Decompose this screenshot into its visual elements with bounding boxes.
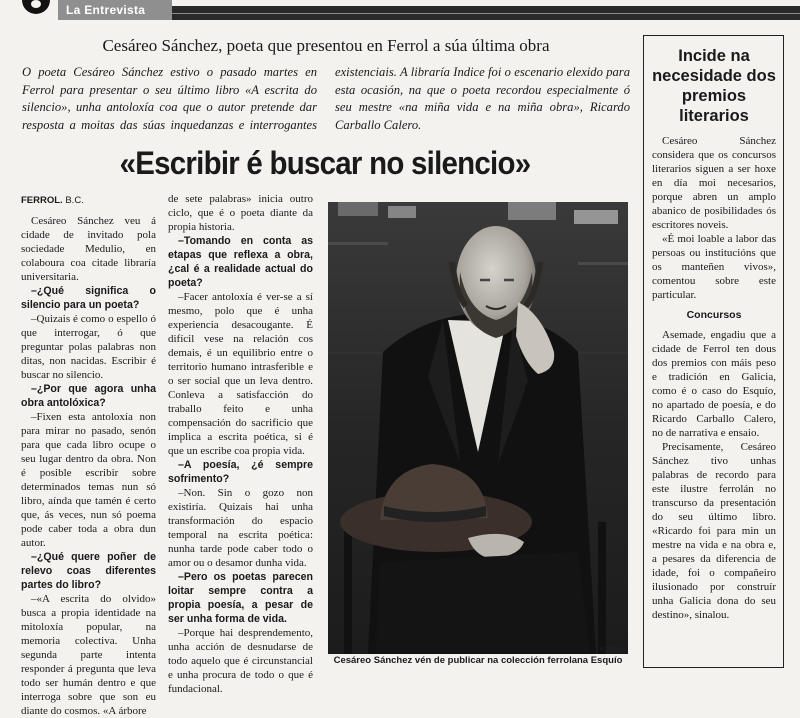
question: –Pero os poetas parecen loitar sempre contra a propia poesía, a pesar de ser unha forma de vida. [168,571,313,625]
sidebar-paragraph: Asemade, engadiu que a cidade de Ferrol ten dous dos premios con máis peso e tradición en Galicia, como é o caso do Esquío, no apartado de poesía, e do Ricardo Carballo Calero, no de narrativa e ensaio. [652,329,776,439]
section-header [0,0,800,20]
section-label: La Entrevista [58,0,172,20]
kicker [20,36,632,56]
kicker-text: poeta que presentou en Ferrol a súa última obra [222,36,550,55]
question: –¿Qué significa o silencio para un poeta? [21,285,156,311]
sidebar-paragraph: «É moi loable a labor das persoas ou institucións que os manteñen vivos», comentou sobre este particular. [652,233,776,301]
portrait-photo [328,202,628,654]
sidebar-paragraph: Cesáreo Sánchez considera que os concursos literarios siguen a ser hoxe en día moi necesarios, porque abren un amplo abanico de posibilidades ós escritores noveis. [652,135,776,231]
byline [21,194,156,208]
answer: –Quizais é como o espello ó que interrogar, ó que preguntar polas palabras non ditas, non nacidas. Escribir é buscar no silencio. [21,313,156,381]
headline: «Escribir é buscar no silencio» [119,145,531,181]
answer: –Non. Sin o gozo non existiría. Quizais hai unha transformación do espacio temporal na escrita poética: nunha tarde pode caber todo o amor ou o desamor dunha vida. [168,487,313,569]
intro-paragraph: Cesáreo Sánchez veu á cidade de invitado pola sociedade Medulio, en colaboura coa citade libraría universitaria. [21,215,156,283]
question: –A poesía, ¿é sempre sofrimento? [168,459,313,485]
answer: –Facer antoloxía é ver-se a sí mesmo, polo que é unha experiencia desacougante. É difícil vese na relación cos demais, é un equilibrio entre o territorio humano intrasferible e o ser social que un leva dentro. Conleva a satisfacción do traballo feito e unha compensación do sacrificio que implica a escrita poética, si é que un escribe coa propia vida. [168,291,313,457]
body-column-2 [168,192,313,696]
question: –¿Qué quere poñer de relevo coas diferentes partes do libro? [21,551,156,591]
sidebar-title: Incide na necesidade dos premios literarios [652,47,776,125]
answer: –Fixen esta antoloxía non para mirar no pasado, senón para que cada libro ocupe o seu lugar dentro da obra. Non é posible escribir sobre determinados temas nun só libro, aínda que tamén é certo que, ás veces, nun só poema pode caber toda a obra dun autor. [21,411,156,549]
header-rule [170,6,800,20]
byline-place: FERROL. [21,195,63,206]
answer-continued: de sete palabras» inicia outro ciclo, que é o poeta diante da propia historia. [168,193,313,233]
sidebar-subheading: Concursos [686,309,742,321]
kicker-name: Cesáreo Sánchez, [102,36,223,55]
portrait-illustration [328,202,628,654]
question: –¿Por que agora unha obra antolóxica? [21,383,156,409]
answer: –Porque hai desprendemento, unha acción de desnudarse de todo aquelo que é circunstancial e unha procura de todo o que é fundacional. [168,627,313,695]
photo-credit: KOPA [600,646,618,653]
sidebar-body [652,134,776,622]
body-column-1 [21,194,156,718]
answer: –«A escrita do olvido» busca a propia identidade na mitoloxía popular, na memoria colectiva. Unha segunda parte intenta responder á pregunta que leva todo ser humán dentro e que interroga sobre que son eu diante do cosmos. «A árbore [21,593,156,717]
section-logo-icon [14,0,58,20]
sidebar-paragraph: Precisamente, Cesáreo Sánchez tivo unhas palabras de recordo para este ilustre ferrolán no transcurso da presentación do seu último libro. «Ricardo foi para min un mestre na vida e na obra e, a pesares da diferencia de idade, foi o compañeiro ilusionado por construír unha Galicia dona do seu destino», sinalou. [652,441,776,621]
question: –Tomando en conta as etapas que reflexa a obra, ¿cal é a realidade actual do poeta? [168,235,313,289]
byline-author: B.C. [62,195,84,206]
photo-caption: Cesáreo Sánchez vén de publicar na colección ferrolana Esquío [333,655,623,666]
lead-paragraph: O poeta Cesáreo Sánchez estivo o pasado martes en Ferrol para presentar o seu último libro «A escrita do silencio», unha antoloxía coa que o autor pretende dar resposta a moitas das súas inquedanzas e interrogantes existenciais. A libraría Indice foi o escenario elexido para esta ocasión, na que o poeta recordou especialmente ó seu mestre «na miña vida e na miña obra», Ricardo Carballo Calero. [22,65,630,132]
